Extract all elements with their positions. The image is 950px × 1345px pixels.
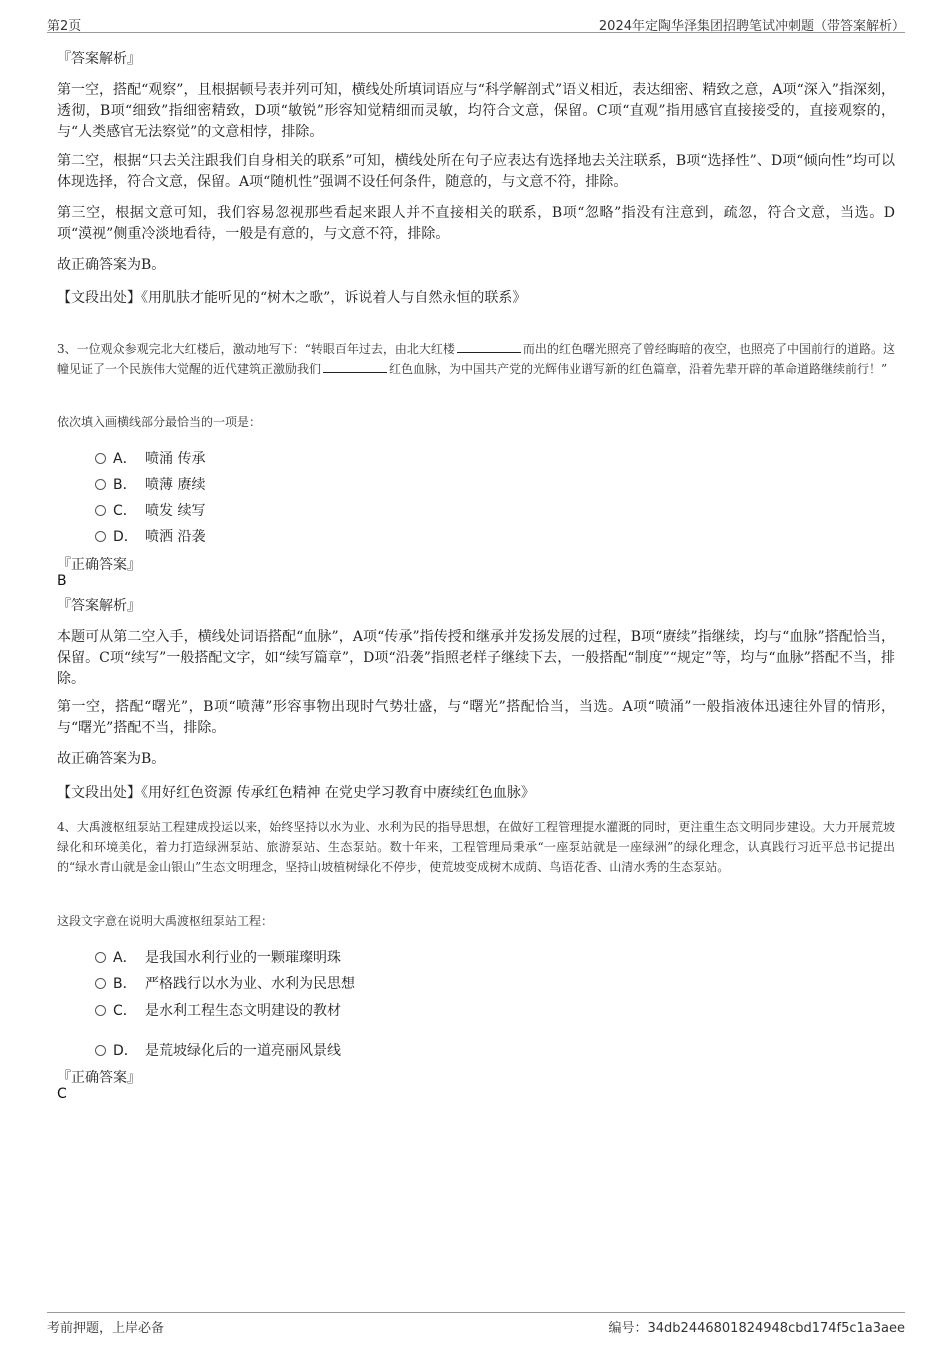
radio-icon[interactable] [95,1045,106,1056]
q4-correct-answer: C [57,1086,67,1102]
q2-source: 【文段出处】《用肌肤才能听见的“树木之歌”，诉说着人与自然永恒的联系》 [57,290,527,306]
radio-icon[interactable] [95,952,106,963]
q2-analysis-paragraph-3: 第三空，根据文意可知，我们容易忽视那些看起来跟人并不直接相关的联系，B项“忽略”指没有注意到，疏忽，符合文意，当选。D项“漠视”侧重冷淡地看待，一般是有意的，与文意不符，排除。 [57,205,895,242]
radio-icon[interactable] [95,505,106,516]
q4-correct-label: 『正确答案』 [57,1070,141,1086]
q3-stem: 3、一位观众参观完北大红楼后，激动地写下：“转眼百年过去，由北大红楼 而出的红色曙光照亮了曾经晦暗的夜空，也照亮了中国前行的道路。这幢见证了一个民族伟大觉醒的近代建筑正激励我们 红色血脉，为中国共产党的光辉伟业谱写新的红色篇章，沿着先辈开辟的革命道路继续前行！” [57,342,895,376]
document-title: 2024年定陶华泽集团招聘笔试冲刺题（带答案解析） [598,19,905,34]
q3-correct-label: 『正确答案』 [57,557,141,573]
radio-icon[interactable] [95,1005,106,1016]
radio-icon[interactable] [95,479,106,490]
q3-blank-2 [323,360,387,373]
q3-analysis-paragraph-2: 第一空，搭配“曙光”，B项“喷薄”形容事物出现时气势壮盛，与“曙光”搭配恰当，当选。A项“喷涌”一般指液体迅速往外冒的情形，与“曙光”搭配不当，排除。 [57,699,895,736]
q3-blank-1 [457,340,521,353]
page-footer [47,1312,905,1335]
q2-analysis-label: 『答案解析』 [57,51,141,67]
page-number: 第2页 [47,19,82,34]
q3-analysis-label: 『答案解析』 [57,598,141,614]
q4-stem: 4、大禹渡枢纽泵站工程建成投运以来，始终坚持以水为业、水利为民的指导思想，在做好工程管理提水灌溉的同时，更注重生态文明同步建设。大力开展荒坡绿化和环境美化，着力打造绿洲泵站、旅游泵站、生态泵站。数十年来，工程管理局秉承“一座泵站就是一座绿洲”的绿化理念，认真践行习近平总书记提出的“绿水青山就是金山银山”生态文明理念，坚持山坡植树绿化不停步，使荒坡变成树木成荫、鸟语花香、山清水秀的生态泵站。 [57,820,895,874]
radio-icon[interactable] [95,531,106,542]
q2-analysis-paragraph-2: 第二空，根据“只去关注跟我们自身相关的联系”可知，横线处所在句子应表达有选择地去关注联系，B项“选择性”、D项“倾向性”均可以体现选择，符合文意，保留。A项“随机性”强调不设任何条件，随意的，与文意不符，排除。 [57,153,895,190]
q3-correct-answer: B [57,573,67,589]
q3-conclusion: 故正确答案为B。 [57,751,166,767]
page-header [47,12,905,33]
q2-conclusion: 故正确答案为B。 [57,257,166,273]
q3-prompt: 依次填入画横线部分最恰当的一项是： [57,415,262,429]
q2-analysis-paragraph-1: 第一空，搭配“观察”，且根据顿号表并列可知，横线处所填词语应与“科学解剖式”语义相近，表达细密、精致之意，A项“深入”指深刻，透彻，B项“细致”指细密精致，D项“敏锐”形容知觉精细而灵敏，均符合文意，保留。C项“直观”指用感官直接接受的，直接观察的，与“人类感官无法察觉”的文意相悖，排除。 [57,82,895,140]
q3-source: 【文段出处】《用好红色资源 传承红色精神 在党史学习教育中赓续红色血脉》 [57,785,535,801]
q4-prompt: 这段文字意在说明大禹渡枢纽泵站工程： [57,914,274,928]
q3-analysis-paragraph-1: 本题可从第二空入手，横线处词语搭配“血脉”，A项“传承”指传授和继承并发扬发展的过程，B项“赓续”指继续，均与“血脉”搭配恰当，保留。C项“续写”一般搭配文字，如“续写篇章”，D项“沿袭”指照老样子继续下去，一般搭配“制度”“规定”等，均与“血脉”搭配不当，排除。 [57,629,895,687]
footer-slogan: 考前押题，上岸必备 [47,1321,165,1336]
document-code: 编号：34db2446801824948cbd174f5c1a3aee [608,1321,905,1336]
radio-icon[interactable] [95,453,106,464]
radio-icon[interactable] [95,978,106,989]
